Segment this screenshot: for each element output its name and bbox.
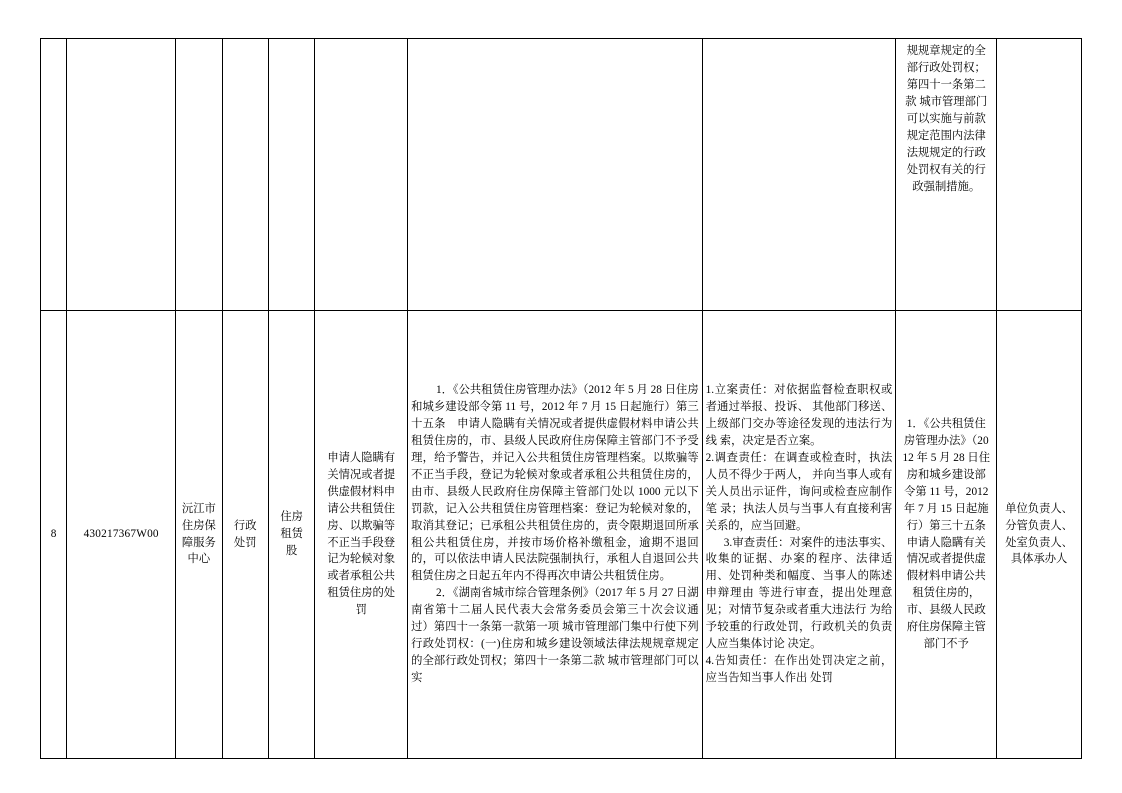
cell-item [315,311,408,759]
cell-type [222,311,268,759]
cell-type [222,39,268,311]
responsibility-paragraph: 1.立案责任：对依据监督检查职权或者通过举报、投诉、 其他部门移送、上级部门交办等途径发现的违法行为线 索，决定是否立案。 [705,384,893,447]
type-text: 行政处罚 [233,519,257,549]
unit-text: 住房租赁股 [280,511,303,557]
person-text: 单位负责人、分管负责人、处室负责人、具体承办人 [1005,502,1073,566]
cell-code: 430217367W00 [67,311,176,759]
cell-reference [896,311,997,759]
responsibility-paragraph: 2.调查责任：在调查或检查时，执法人员不得少于两人， 并向当事人或有关人员出示证件，询问或检查应制作笔 录；执法人员与当事人有直接利害关系的，应当回避。 [705,451,893,532]
cell-basis [408,39,703,311]
cell-code [67,39,176,311]
cell-unit [268,311,314,759]
table-row [41,311,1082,759]
reference-text: 规规章规定的全部行政处罚权；第四十一条第二款 城市管理部门可以实施与前款规定范围内法律法规规定的行政处罚权有关的行政强制措施。 [905,45,988,193]
cell-person [997,39,1082,311]
responsibility-paragraph: 4.告知责任：在作出处罚决定之前，应当告知当事人作出 处罚 [705,655,893,684]
cell-department [176,39,222,311]
cell-no: 8 [41,311,67,759]
cell-reference [896,39,997,311]
item-text: 申请人隐瞒有关情况或者提供虚假材料申请公共租赁住房、以欺骗等不正当手段登记为轮候对象或者承租公共租赁住房的处罚 [327,451,396,617]
basis-paragraph: 1．《公共租赁住房管理办法》（2012 年 5 月 28 日住房和城乡建设部令第 11 号，2012 年 7 月 15 日起施行）第三十五条 申请人隐瞒有关情况或者提供虚假材料申请公共租赁住房的，市、县级人民政府住房保障主管部门不予受理，给予警告，并记入公共租赁住房管理档案。以欺骗等不正当手段，登记为轮候对象或者承租公共租赁住房的，由市、县级人民政府住房保障主管部门处以 1000 元以下罚款，记入公共租赁住房管理档案：登记为轮候对象的，取消其登记；已承租公共租赁住房的，责令限期退回所承租公共租赁住房，并按市场价格补缴租金，逾期不退回的，可以依法申请人民法院强制执行，承租人自退回公共租赁住房之日起五年内不得再次申请公共租赁住房。 [411,384,699,583]
responsibility-paragraph: 3.审查责任：对案件的违法事实、收集的证据、办案的程序、法律适用、处罚种类和幅度、当事人的陈述申辩理由 等进行审查，提出处理意见；对情节复杂或者重大违法行 为给予较重的行政处罚，行政机关的负责人应当集体讨论 决定。 [705,536,893,651]
reference-text: 1．《公共租赁住房管理办法》（2012 年 5 月 28 日住房和城乡建设部令第 11 号，2012 年 7 月 15 日起施行）第三十五条 申请人隐瞒有关情况或者提供虚假材料申请公共租赁住房的，市、县级人民政府住房保障主管部门不予 [902,417,998,651]
cell-no [41,39,67,311]
cell-responsibility [702,39,896,311]
cell-unit [268,39,314,311]
cell-responsibility [702,311,896,759]
responsibility-list-table [40,38,1082,759]
basis-paragraph: 2．《湖南省城市综合管理条例》（2017 年 5 月 27 日湖南省第十二届人民代表大会常务委员会第三十次会议通过）第四十一条第一款第一项 城市管理部门集中行使下列行政处罚权：(一)住房和城乡建设领域法律法规规章规定的全部行政处罚权；第四十一条第二款 城市管理部门可以实 [411,587,699,684]
cell-department [176,311,222,759]
cell-person [997,311,1082,759]
cell-basis [408,311,703,759]
table-row [41,39,1082,311]
department-text: 沅江市住房保障服务中心 [181,502,216,566]
cell-item [315,39,408,311]
